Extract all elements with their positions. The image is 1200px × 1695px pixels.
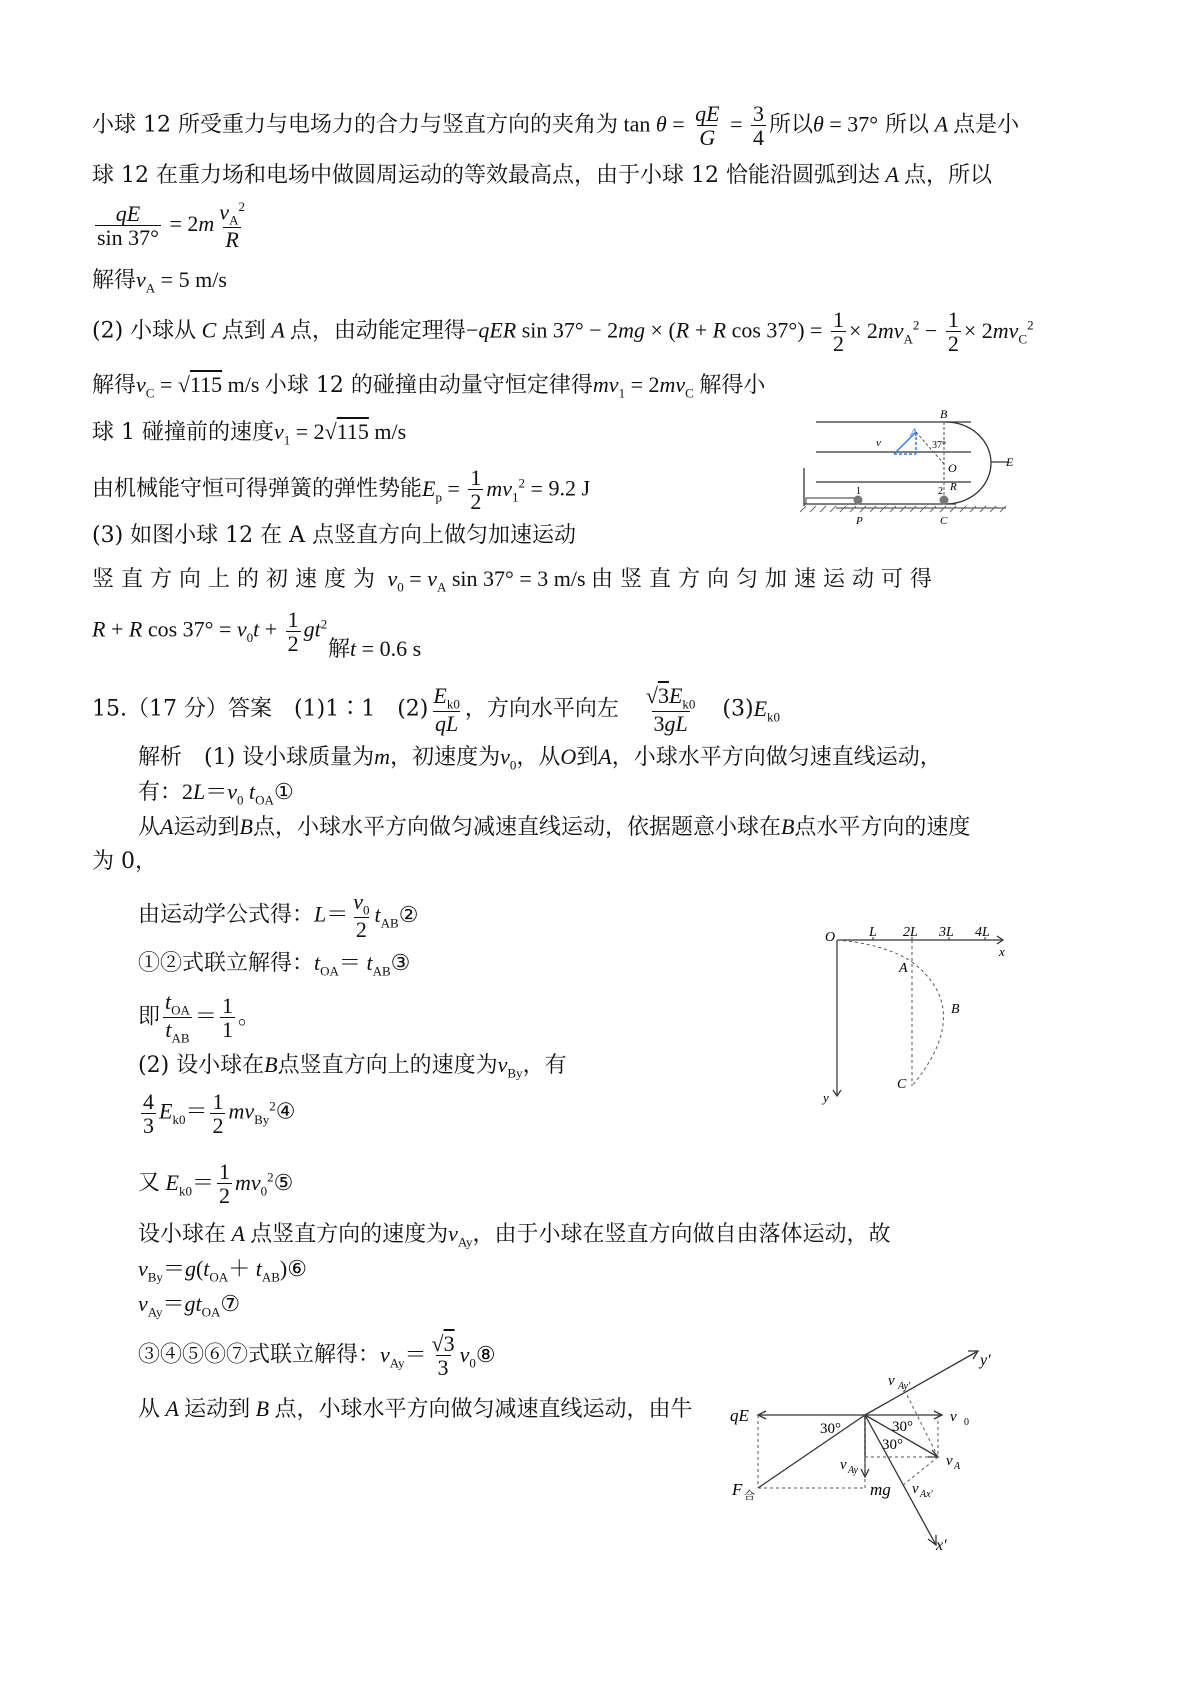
va-value: 5 m/s	[178, 267, 227, 292]
label-angle-3: 30°	[882, 1437, 903, 1453]
text: 小球 12 所受重力与电场力的合力与竖直方向的夹角为	[92, 112, 618, 138]
label-mg: mg	[870, 1480, 891, 1499]
answer-3: (3)	[722, 696, 754, 722]
p15-j7: 即 $\frac{t_{OA}}{t_{AB}}$ ＝ $\frac{1}{1}$ 。	[138, 989, 260, 1046]
text: 点竖直方向上的速度为	[277, 1053, 498, 1078]
p14-line-2: 球 12 在重力场和电场中做圆周运动的等效最高点，由于小球 12 恰能沿圆弧到达 A 点，所以	[92, 162, 993, 188]
label-angle-2: 30°	[892, 1419, 913, 1435]
label-a: A	[910, 425, 918, 439]
p15-j6: ①②式联立解得：$t_{OA}=$ $t_{AB}③$	[138, 950, 411, 979]
text: ，由于小球在竖直方向做自由落体运动，故	[472, 1222, 891, 1247]
label-a: A	[899, 961, 908, 976]
problem-number: 15.	[92, 696, 127, 722]
text: 点竖直方向的速度为	[250, 1222, 449, 1247]
p15-j8: (2) 设小球在B点竖直方向上的速度为$v_{By}$，有	[138, 1052, 567, 1081]
p14-line-9	[92, 523, 576, 549]
text: ，小球水平方向做匀速直线运动，	[611, 745, 942, 770]
text: 到	[576, 745, 599, 770]
text: 所以	[768, 112, 813, 138]
text: 点，小球水平方向做匀减速直线运动，依据题意小球在	[252, 815, 781, 840]
figure-force-diagram	[728, 1345, 1008, 1550]
label-angle: 37°	[932, 440, 946, 451]
label-2l: 2L	[903, 925, 918, 940]
angle-value: 37°	[847, 111, 879, 137]
p15-j12: $v_{By}=g(t_{OA}+$ $t_{AB})⑥$	[138, 1256, 307, 1285]
text: 由机械能守恒可得弹簧的弹性势能	[92, 476, 423, 502]
label-c: C	[940, 515, 948, 527]
t-value: 0.6 s	[379, 636, 422, 661]
points: （17 分）	[127, 696, 228, 722]
subscript: 0	[964, 1417, 969, 1428]
p15-j9: $\frac{4}{3}$ $E_{k0}=$ $\frac{1}{2}$ $mv_{By}^2④$	[143, 1089, 296, 1139]
answer-2: (2)	[397, 696, 429, 722]
subscript: Ay	[848, 1465, 858, 1476]
text: ，方向水平向左	[464, 696, 619, 722]
answer-1: (1)1∶1	[294, 696, 376, 722]
label-vay: v	[840, 1457, 847, 1473]
text: 点，所以	[904, 163, 993, 188]
label-r: R	[950, 481, 957, 493]
label-vay-prime: v	[888, 1373, 895, 1389]
label-v0: v	[950, 1409, 957, 1425]
text: 从	[138, 815, 161, 840]
p14-line-5: (2) 小球从 C 点到 A 点，由动能定理得−qER sin 37° − 2mg × (R + R cos 37°) = $\frac{1}{2}$ × $2mv_A^2$ − $\frac{1}{2}$ × $2mv_C^2$	[92, 307, 1034, 357]
label-l: L	[869, 925, 877, 940]
p15-j4	[92, 849, 157, 875]
p15-j10: 又 $E_{k0}=$ $\frac{1}{2}$ $mv_0^2⑤$	[138, 1159, 294, 1209]
p14-line-7: 球 1 碰撞前的速度$v_1 = 2√115$ m/s	[92, 419, 407, 448]
text: 竖直方向上的初速度为	[92, 567, 383, 592]
text: ①②式联立解得：	[138, 951, 315, 976]
text: 运动到	[173, 815, 240, 840]
p14-line-1: 小球 12 所受重力与电场力的合力与竖直方向的夹角为 tan θ = $\frac{qE}{G}$ = $\frac{3}{4}$ 所以θ = 37° 所以 A 点是小	[92, 101, 1020, 151]
p15-j2: 有：$2L=v_0$ $t_{OA}①$	[138, 779, 294, 808]
subscript: A	[954, 1461, 961, 1472]
label-qe: qE	[730, 1406, 749, 1425]
label-p: P	[856, 515, 863, 527]
label-x: x	[999, 944, 1005, 959]
label-o: O	[948, 461, 957, 475]
label-b: B	[951, 1002, 960, 1017]
label-va: v	[876, 437, 881, 449]
subscript: Ay′	[898, 1381, 911, 1392]
p14-line-6: 解得$v_C = √115$ m/s 小球 12 的碰撞由动量守恒定律得$mv_1 = 2mv_C$ 解得小	[92, 372, 766, 401]
p14-line-8: 由机械能守恒可得弹簧的弹性势能$E_p$ = $\frac{1}{2}$ $mv_1^2 = 9.2$ J	[92, 465, 591, 515]
text: 点到	[221, 318, 266, 344]
p15-header: 15.（17 分）答案 (1)1∶1 (2) $\frac{E_{k0}}{qL}$ ，方向水平向左 $\frac{√3E_{k0}}{3gL}$ $(3)E_{k0}$	[92, 683, 781, 737]
text: 点水平方向的速度	[794, 815, 971, 840]
label-e: E	[1006, 455, 1014, 469]
text: 球 1 碰撞前的速度	[92, 420, 274, 445]
text: ③④⑤⑥⑦式联立解得：	[138, 1342, 381, 1368]
p15-j13: $v_{Ay}=gt_{OA}⑦$	[138, 1291, 241, 1320]
ep-value: 9.2 J	[548, 475, 591, 501]
text: 点，小球水平方向做匀减速直线运动，由牛	[274, 1397, 693, 1422]
text: 解	[328, 637, 351, 662]
figure-circle-track	[796, 400, 1026, 530]
text: 为 0，	[92, 849, 157, 874]
text: ，初速度为	[390, 745, 501, 770]
label-y: y	[823, 1090, 829, 1105]
figure-trajectory	[815, 918, 1015, 1108]
label-f-sub: 合	[744, 1490, 755, 1502]
p15-j5: 由运动学公式得：L＝ $\frac{v_0}{2}$ $t_{AB}②$	[138, 889, 419, 943]
label-b: B	[940, 407, 948, 421]
label-vax-prime: v	[912, 1481, 919, 1497]
text: 点，由动能定理得	[289, 318, 466, 344]
p14-line-11b: 解t = 0.6 s	[328, 636, 422, 662]
p14-line-4: 解得$v_A = 5$ m/s	[92, 267, 227, 296]
p14-line-3: $\frac{qE}{\sin 37^\circ}$ = 2m $\frac{v_A^2}{R}$	[97, 199, 245, 253]
text: 解得	[92, 373, 137, 398]
label-f: F	[732, 1480, 743, 1499]
p14-line-11: R + R $\cos 37^\circ = v_0t$ + $\frac{1}{2}$ $gt^2$	[92, 607, 328, 657]
text: ，从	[516, 745, 561, 770]
text: ，有	[522, 1053, 567, 1078]
text: (2) 小球从	[92, 318, 197, 344]
label-2: 2	[938, 486, 943, 497]
text: (2) 设小球在	[138, 1053, 265, 1078]
text: 解得小	[699, 373, 766, 398]
p15-j11: 设小球在 A 点竖直方向的速度为$v_{Ay}$，由于小球在竖直方向做自由落体运动，故	[138, 1221, 891, 1250]
label-y-prime: y′	[980, 1352, 991, 1369]
text: 解析 (1) 设小球质量为	[138, 745, 375, 770]
text: 球 12 在重力场和电场中做圆周运动的等效最高点，由于小球 12 恰能沿圆弧到达	[92, 163, 880, 188]
text: 由竖直方向匀加速运动可得	[591, 567, 940, 592]
label-va: v	[946, 1453, 953, 1469]
p15-j15: 从 A 运动到 B 点，小球水平方向做匀减速直线运动，由牛	[138, 1396, 693, 1422]
text: 即	[138, 1004, 161, 1030]
text: 从	[138, 1397, 161, 1422]
label-x-prime: x′	[936, 1537, 947, 1550]
label-4l: 4L	[975, 925, 990, 940]
text: 有：	[138, 780, 183, 805]
text: 由运动学公式得：	[138, 902, 315, 928]
text: 小球 12 的碰撞由动量守恒定律得	[264, 373, 593, 398]
answer-label: 答案	[228, 696, 273, 722]
text: 运动到	[184, 1397, 251, 1422]
p15-j3: 从A运动到B点，小球水平方向做匀减速直线运动，依据题意小球在B点水平方向的速度	[138, 814, 971, 840]
text: 又	[138, 1170, 161, 1196]
text: (3) 如图小球 12 在 A 点竖直方向上做匀加速运动	[92, 523, 577, 548]
label-angle-1: 30°	[820, 1421, 841, 1437]
subscript: Ax′	[920, 1489, 933, 1500]
p15-j14: ③④⑤⑥⑦式联立解得：$v_{Ay}=$ $\frac{√3}{3}$ $v_0⑧$	[138, 1331, 496, 1381]
p15-j1: 解析 (1) 设小球质量为m，初速度为$v_0$，从O到A，小球水平方向做匀速直线运动，	[138, 744, 942, 773]
label-c: C	[897, 1077, 907, 1092]
text: 解得	[92, 268, 137, 293]
label-1: 1	[856, 486, 861, 497]
text: 所以	[885, 112, 930, 138]
label-o: O	[825, 930, 836, 945]
text: 设小球在	[138, 1222, 227, 1247]
label-3l: 3L	[939, 925, 954, 940]
text: 点是小	[953, 112, 1020, 138]
p14-line-10: 竖直方向上的初速度为 $v_0 = v_A$ sin 37° = 3 m/s 由竖直方向匀加速运动可得	[92, 566, 940, 595]
